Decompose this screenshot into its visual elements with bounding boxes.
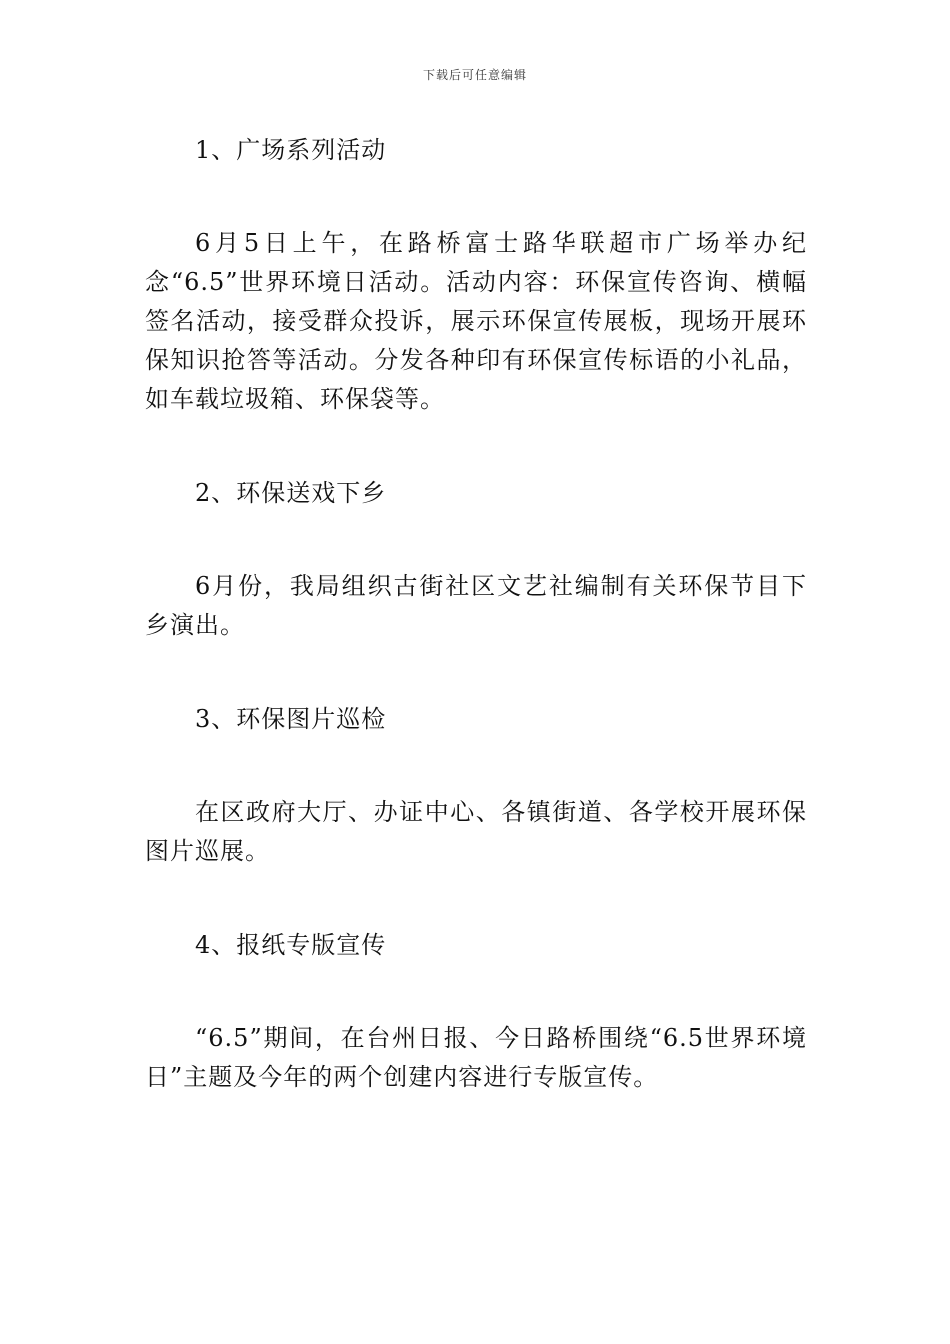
header-note: 下载后可任意编辑 [422,68,527,82]
document-body [145,130,807,1097]
section-paragraph-2: 6月份，我局组织古街社区文艺社编制有关环保节目下乡演出。 [145,572,807,639]
section-paragraph-4: “6.5”期间，在台州日报、今日路桥围绕“6.5世界环境日”主题及今年的两个创建内容进行专版宣传。 [145,1024,807,1091]
section-heading-1: 1、广场系列活动 [195,136,387,164]
section-heading-2: 2、环保送戏下乡 [195,479,387,507]
section-heading-3: 3、环保图片巡检 [195,705,387,733]
section-paragraph-3: 在区政府大厅、办证中心、各镇街道、各学校开展环保图片巡展。 [145,798,807,865]
section-heading-4: 4、报纸专版宣传 [195,931,387,959]
section-paragraph-1: 6月5日上午，在路桥富士路华联超市广场举办纪念“6.5”世界环境日活动。活动内容：环保宣传咨询、横幅签名活动，接受群众投诉，展示环保宣传展板，现场开展环保知识抢答等活动。分发各种印有环保宣传标语的小礼品，如车载垃圾箱、环保袋等。 [145,229,807,413]
